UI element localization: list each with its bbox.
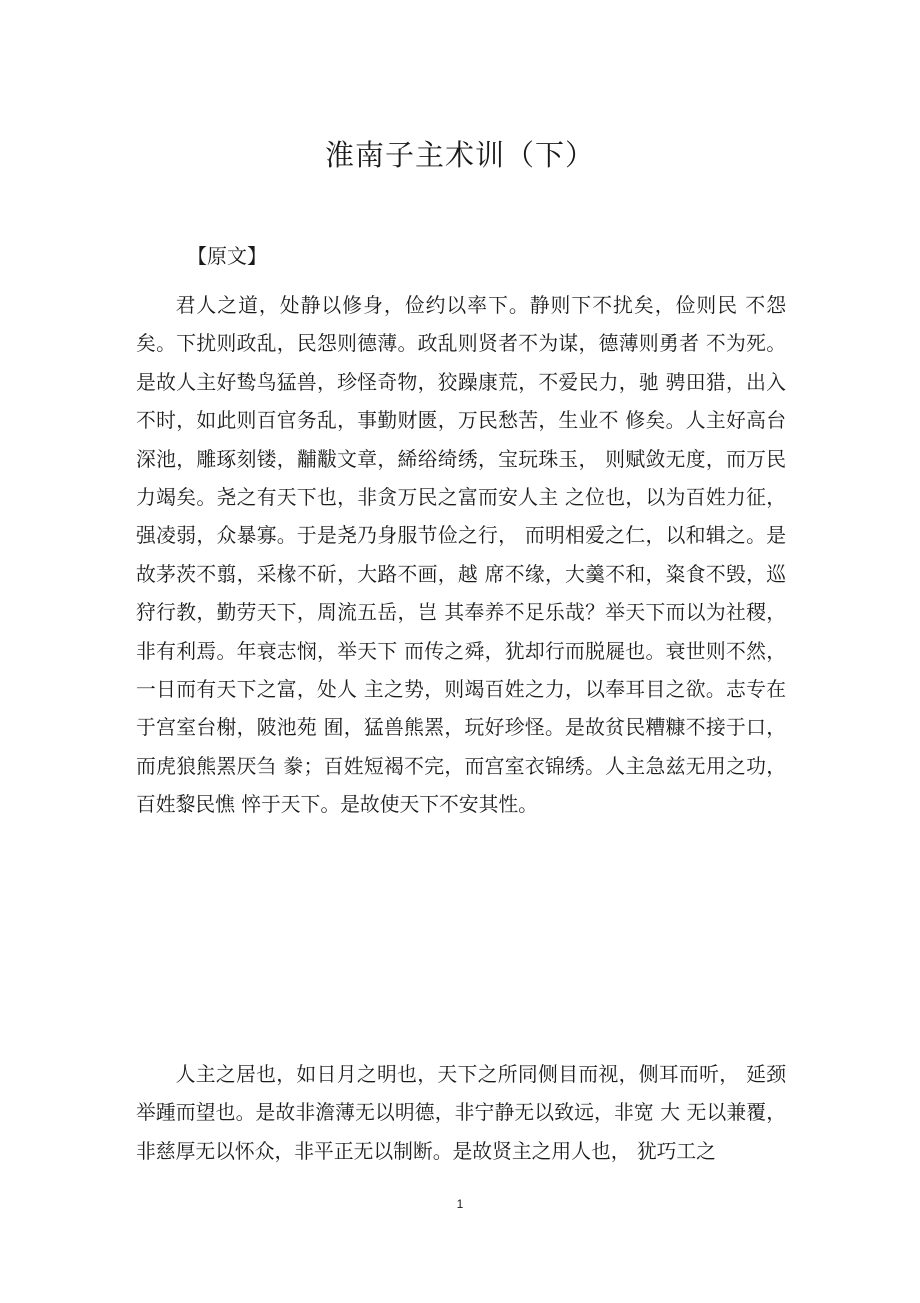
document-title: 淮南子主术训（下）: [324, 138, 595, 172]
body-paragraph: 君人之道，处静以修身，俭约以率下。静则下不扰矣，俭则民 不怨矣。下扰则政乱，民怨则德薄。政乱则贤者不为谋，德薄则勇者 不为死。是故人主好鸷鸟猛兽，珍怪奇物，狡躁康荒，不爱民力，驰 骋田猎，出入不时，如此则百官务乱，事勤财匮，万民愁苦，生业不 修矣。人主好高台深池，雕琢刻镂，黼黻文章，絺绤绮绣，宝玩珠玉， 则赋敛无度，而万民力竭矣。尧之有天下也，非贪万民之富而安人主 之位也，以为百姓力征，强凌弱，众暴寡。于是尧乃身服节俭之行， 而明相爱之仁，以和辑之。是故茅茨不翦，采椽不斫，大路不画，越 席不缘，大羹不和，粢食不毁，巡狩行教，勤劳天下，周流五岳，岂 其奉养不足乐哉？举天下而以为社稷，非有利焉。年衰志悯，举天下 而传之舜，犹却行而脱屣也。衰世则不然，一日而有天下之富，处人 主之势，则竭百姓之力，以奉耳目之欲。志专在于宫室台榭，陂池苑 囿，猛兽熊罴，玩好珍怪。是故贫民糟糠不接于口，而虎狼熊罴厌刍 豢；百姓短褐不完，而宫室衣锦绣。人主急兹无用之功，百姓黎民憔 悴于天下。是故使天下不安其性。: [136, 294, 786, 817]
body-paragraph: 人主之居也，如日月之明也，天下之所同侧目而视，侧耳而听， 延颈举踵而望也。是故非澹薄无以明德，非宁静无以致远，非宽 大 无以兼覆，非慈厚无以怀众，非平正无以制断。是故贤主之用人也， 犹巧工之: [136, 1063, 786, 1163]
page-number: 1: [456, 1197, 464, 1211]
section-label-original-text: 【原文】: [187, 244, 267, 268]
